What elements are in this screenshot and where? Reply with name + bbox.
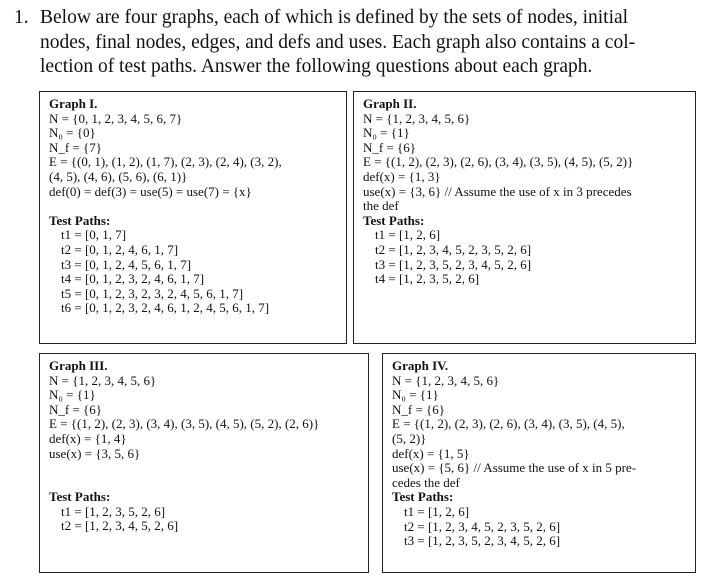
- graph-def: def(x) = {1, 5}: [392, 445, 470, 461]
- graph-edges: E = {(0, 1), (1, 2), (1, 7), (2, 3), (2, 4), (3, 2),: [49, 154, 282, 170]
- test-path: t1 = [1, 2, 6]: [404, 503, 470, 519]
- test-path: t3 = [1, 2, 3, 5, 2, 3, 4, 5, 2, 6]: [404, 533, 561, 549]
- graph-title: Graph II.: [363, 96, 417, 111]
- graph-use: use(x) = {3, 6} // Assume the use of x in 3 precedes: [363, 183, 632, 199]
- graph-def: def(x) = {1, 4}: [49, 430, 127, 446]
- graph-def: def(x) = {1, 3}: [363, 168, 441, 184]
- graph-use: use(x) = {5, 6} // Assume the use of x in 5 pre-: [392, 460, 637, 476]
- test-path: t1 = [1, 2, 3, 5, 2, 6]: [61, 503, 166, 519]
- graph-edges: E = {(1, 2), (2, 3), (3, 4), (3, 5), (4, 5), (5, 2), (2, 6)}: [49, 416, 320, 432]
- test-paths-heading: Test Paths:: [392, 489, 454, 505]
- graph-nodes: N = {1, 2, 3, 4, 5, 6}: [392, 372, 500, 388]
- graph-initial-nodes: N₀ = {0}: [49, 125, 96, 141]
- question-text: [40, 6, 690, 80]
- test-paths-heading: Test Paths:: [363, 212, 425, 228]
- test-paths-heading: Test Paths:: [49, 489, 111, 505]
- graph-nodes: N = {0, 1, 2, 3, 4, 5, 6, 7}: [49, 110, 183, 126]
- question-number: 1.: [14, 7, 29, 28]
- test-path: t2 = [1, 2, 3, 4, 5, 2, 3, 5, 2, 6]: [404, 518, 561, 534]
- graph-final-nodes: N_f = {7}: [49, 139, 103, 155]
- test-path: t2 = [0, 1, 2, 4, 6, 1, 7]: [61, 241, 179, 257]
- graph-use: use(x) = {3, 5, 6}: [49, 445, 141, 461]
- graph-nodes: N = {1, 2, 3, 4, 5, 6}: [49, 372, 157, 388]
- graph-edges-cont: (5, 2)}: [392, 430, 427, 446]
- graph-3-box: [39, 353, 369, 573]
- graph-edges: E = {(1, 2), (2, 3), (2, 6), (3, 4), (3, 5), (4, 5),: [392, 416, 625, 432]
- test-path: t2 = [1, 2, 3, 4, 5, 2, 6]: [61, 518, 179, 534]
- graph-initial-nodes: N₀ = {1}: [363, 125, 410, 141]
- graph-final-nodes: N_f = {6}: [49, 401, 103, 417]
- graph-use-cont: the def: [363, 198, 399, 214]
- graph-4-box: [382, 353, 696, 573]
- graph-def-use: def(0) = def(3) = use(5) = use(7) = {x}: [49, 183, 252, 199]
- graph-edges-cont: (4, 5), (4, 6), (5, 6), (6, 1)}: [49, 168, 188, 184]
- test-path: t6 = [0, 1, 2, 3, 2, 4, 6, 1, 2, 4, 5, 6, 1, 7]: [61, 300, 270, 316]
- test-path: t3 = [0, 1, 2, 4, 5, 6, 1, 7]: [61, 256, 192, 272]
- graph-2-box: [353, 91, 696, 344]
- graph-edges: E = {(1, 2), (2, 3), (2, 6), (3, 4), (3, 5), (4, 5), (5, 2)}: [363, 154, 634, 170]
- graph-initial-nodes: N₀ = {1}: [392, 387, 439, 403]
- graph-nodes: N = {1, 2, 3, 4, 5, 6}: [363, 110, 471, 126]
- test-path: t4 = [1, 2, 3, 5, 2, 6]: [375, 271, 480, 287]
- test-paths-heading: Test Paths:: [49, 212, 111, 228]
- test-path: t3 = [1, 2, 3, 5, 2, 3, 4, 5, 2, 6]: [375, 256, 532, 272]
- graph-final-nodes: N_f = {6}: [392, 401, 446, 417]
- test-path: t1 = [0, 1, 7]: [61, 227, 127, 243]
- graph-1-box: [39, 91, 347, 344]
- question-line: nodes, final nodes, edges, and defs and uses. Each graph also contains a col-: [40, 31, 636, 53]
- test-path: t2 = [1, 2, 3, 4, 5, 2, 3, 5, 2, 6]: [375, 241, 532, 257]
- test-path: t4 = [0, 1, 2, 3, 2, 4, 6, 1, 7]: [61, 271, 205, 287]
- graph-use-cont: cedes the def: [392, 474, 460, 490]
- test-path: t1 = [1, 2, 6]: [375, 227, 441, 243]
- graph-title: Graph IV.: [392, 358, 449, 373]
- question-line: lection of test paths. Answer the following questions about each graph.: [40, 56, 593, 77]
- graph-title: Graph III.: [49, 358, 108, 373]
- graph-title: Graph I.: [49, 96, 98, 111]
- graph-initial-nodes: N₀ = {1}: [49, 387, 96, 403]
- question-line: Below are four graphs, each of which is defined by the sets of nodes, initial: [40, 7, 629, 28]
- graph-final-nodes: N_f = {6}: [363, 139, 417, 155]
- test-path: t5 = [0, 1, 2, 3, 2, 3, 2, 4, 5, 6, 1, 7]: [61, 285, 244, 301]
